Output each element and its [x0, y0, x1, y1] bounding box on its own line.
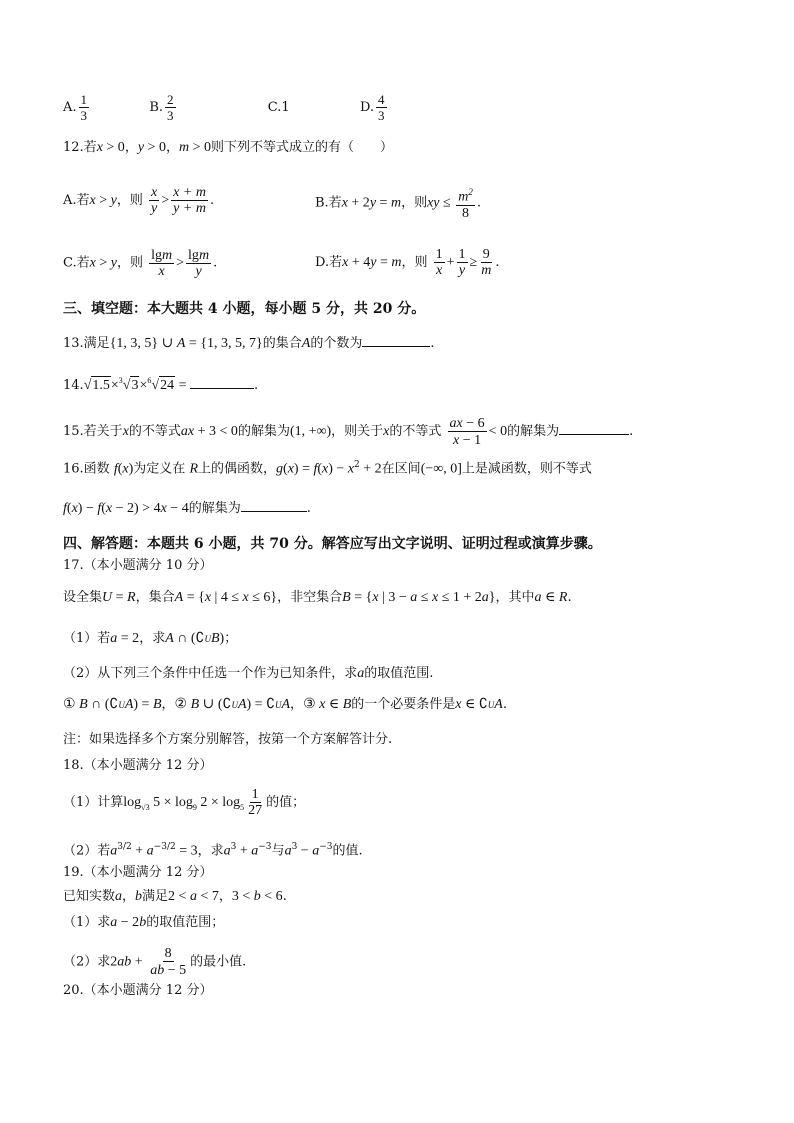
q12-option-d: D.若x + 4y = m，则 $\frac{1}{x}$ + $\frac{1}{y}$ ≥ $\frac{9}{m}$ . — [315, 247, 500, 278]
section4-heading: 四、解答题：本题共 6 小题，共 70 分。解答应写出文字说明、证明过程或演算步骤。 — [63, 536, 602, 552]
q18-part1: （1）计算$\log_{√3} 5 \times \log_9 2 \times \log_5$ $\frac{1}{27}$ 的值； — [63, 787, 306, 818]
q11-option-b: B. $\frac{2}{3}$ — [149, 92, 174, 123]
q13: 13.满足{1, 3, 5} ∪ A = {1, 3, 5, 7}的集合A的个数为 . — [63, 332, 435, 353]
q11-option-c: C.1 — [267, 100, 290, 115]
q17-part2: （2）从下列三个条件中任选一个作为已知条件，求a的取值范围. — [63, 666, 434, 681]
q17-stem: 设全集U = R，集合A = {x | 4 ≤ x ≤ 6}，非空集合B = {x | 3 − a ≤ x ≤ 1 + 2a}，其中a ∈ R. — [63, 590, 572, 605]
q14-blank[interactable] — [190, 374, 254, 389]
q18-part2: （2）若$a^{3/2} + a^{-3/2} = 3$，求$a^3 + a^{-3}$与$a^3 - a^{-3}$的值. — [63, 842, 363, 859]
q11-option-d: D. $\frac{4}{3}$ — [359, 92, 385, 123]
q16-blank[interactable] — [241, 497, 307, 512]
q17-part1: （1）若a = 2，求A ∩ (∁UB)； — [63, 631, 238, 646]
q16-line1: 16.函数 f(x)为定义在 R上的偶函数，$g(x) = f(x) - x^2 + 2$在区间(−∞, 0]上是减函数，则不等式 — [63, 460, 592, 477]
q14: 14.√1.5×$^3$√3×$^6$√24 = . — [63, 376, 259, 393]
q17-note: 注：如果选择多个方案分别解答，按第一个方案解答计分. — [63, 732, 393, 747]
q11-option-a: A. $\frac{1}{3}$ — [63, 92, 88, 123]
section3-heading: 三、填空题：本大题共 4 小题，每小题 5 分，共 20 分。 — [63, 301, 426, 317]
q19-part2: （2）求2ab + $\frac{8}{ab - 5}$ 的最小值. — [63, 946, 247, 978]
q17-title: 17.（本小题满分 10 分） — [63, 558, 213, 573]
q18-title: 18.（本小题满分 12 分） — [63, 758, 213, 773]
q12-option-b: B.若x + 2y = m，则xy ≤ $\frac{m^2}{8}$ . — [315, 187, 481, 221]
q15-blank[interactable] — [559, 420, 629, 435]
q15: 15.若关于x的不等式ax + 3 < 0的解集为(1, +∞)，则关于x的不等式 $\frac{ax - 6}{x - 1}$ < 0的解集为 . — [63, 416, 634, 448]
q16-line2: f(x) − f(x − 2) > 4x − 4的解集为 . — [63, 497, 311, 518]
q17-conditions: ① B ∩ (∁UA) = B，② B ∪ (∁UA) = ∁UA，③ x ∈ B的一个必要条件是x ∈ ∁UA. — [63, 697, 507, 712]
q12-option-a: A.若x > y，则 $\frac{x}{y}$ > $\frac{x + m}{y + m}$ . — [63, 185, 215, 216]
q20-title: 20.（本小题满分 12 分） — [63, 983, 213, 998]
q19-title: 19.（本小题满分 12 分） — [63, 865, 213, 880]
q19-stem: 已知实数a，b满足2 < a < 7，3 < b < 6. — [63, 889, 287, 904]
q12-option-c: C.若x > y，则 $\frac{\lg m}{x}$ > $\frac{\lg m}{y}$ . — [63, 248, 218, 279]
q19-part1: （1）求a − 2b的取值范围； — [63, 915, 225, 930]
q13-blank[interactable] — [362, 332, 430, 347]
q12-stem: 12.若x > 0，y > 0，m > 0则下列不等式成立的有（ ） — [63, 140, 394, 155]
q11-options — [63, 92, 389, 123]
